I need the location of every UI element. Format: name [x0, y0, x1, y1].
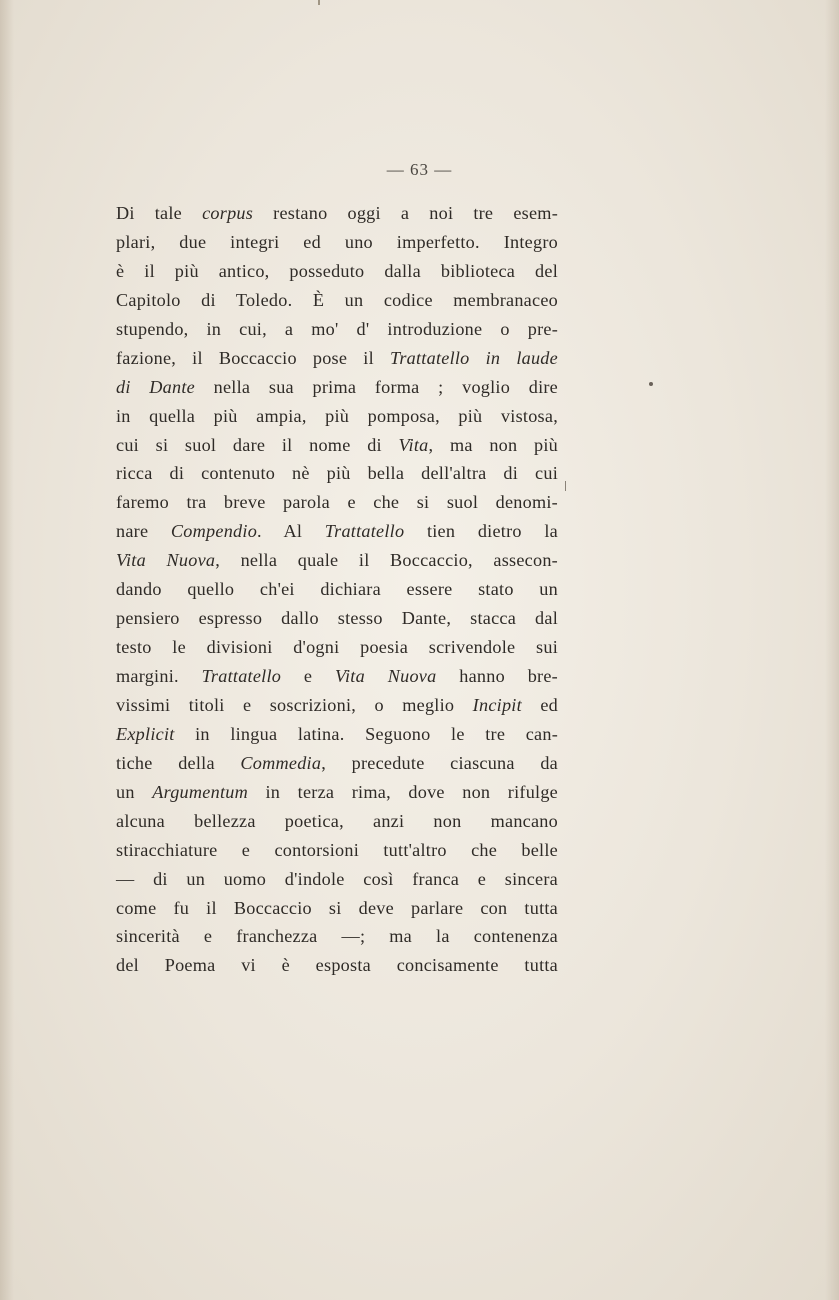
text-segment: stiracchiature e contorsioni tutt'altro che belle: [116, 839, 558, 860]
text-line: [116, 836, 558, 865]
text-segment: vissimi titoli e soscrizioni, o meglio: [116, 694, 473, 715]
text-line: [116, 517, 558, 546]
text-segment: stupendo, in cui, a mo' d' introduzione o pre-: [116, 318, 558, 339]
text-line: [116, 199, 558, 228]
text-segment: nare: [116, 521, 171, 542]
text-line: [116, 402, 558, 431]
text-line: [116, 807, 558, 836]
text-segment: e: [281, 666, 335, 686]
text-line: [116, 373, 558, 402]
text-line: [116, 546, 558, 575]
text-segment: Capitolo di Toledo. È un codice membranaceo: [116, 289, 558, 310]
text-line: [116, 691, 558, 720]
text-line: [116, 459, 558, 488]
italic-text-segment: Incipit: [472, 694, 522, 715]
text-line: [116, 604, 558, 633]
text-line: [116, 662, 558, 691]
text-line: [116, 286, 558, 315]
text-segment: nella sua prima forma ; voglio dire: [195, 376, 558, 397]
text-line: [116, 951, 558, 980]
text-segment: fazione, il Boccaccio pose il: [116, 347, 390, 368]
text-segment: , ma non più: [428, 434, 559, 455]
text-segment: pensiero espresso dallo stesso Dante, stacca dal: [116, 608, 558, 629]
text-segment: — di un uomo d'indole così franca e sincera: [116, 868, 558, 889]
text-segment: margini.: [116, 666, 202, 686]
text-segment: restano oggi a noi tre esem-: [253, 203, 558, 223]
text-segment: Di tale: [116, 203, 203, 223]
text-segment: ed: [521, 694, 558, 715]
text-segment: testo le divisioni d'ogni poesia scrivendole sui: [116, 637, 558, 658]
text-line: [116, 315, 558, 344]
italic-text-segment: Vita Nuova: [335, 666, 437, 686]
text-segment: un: [116, 781, 153, 802]
text-line: [116, 894, 558, 923]
text-line: [116, 228, 558, 257]
text-segment: come fu il Boccaccio si deve parlare con tutta: [116, 897, 558, 918]
italic-text-segment: Compendio: [170, 521, 258, 542]
margin-tick-mark: [565, 481, 566, 491]
text-segment: sincerità e franchezza —; ma la contenenza: [116, 926, 558, 947]
text-segment: cui si suol dare il nome di: [116, 434, 399, 455]
text-segment: , nella quale il Boccaccio, assecon-: [215, 550, 558, 571]
text-line: [116, 865, 558, 894]
page-edge-shadow-right: [825, 0, 839, 1300]
italic-text-segment: Commedia: [240, 752, 322, 773]
text-line: [116, 778, 558, 807]
italic-text-segment: corpus: [202, 203, 254, 223]
text-segment: è il più antico, posseduto dalla biblioteca del: [116, 260, 558, 281]
italic-text-segment: Argumentum: [152, 781, 248, 802]
text-line: [116, 720, 558, 749]
italic-text-segment: Explicit: [116, 723, 175, 744]
text-segment: hanno bre-: [436, 666, 558, 686]
italic-text-segment: di Dante: [116, 376, 195, 397]
text-segment: plari, due integri ed uno imperfetto. Integro: [116, 231, 558, 252]
body-paragraph: [116, 199, 558, 980]
text-segment: in quella più ampia, più pomposa, più vistosa,: [116, 405, 558, 426]
italic-text-segment: Trattatello: [201, 666, 282, 686]
text-segment: . Al: [257, 521, 325, 542]
text-line: [116, 922, 558, 951]
text-segment: in terza rima, dove non rifulge: [248, 781, 559, 802]
text-segment: faremo tra breve parola e che si suol denomi-: [116, 492, 558, 513]
text-segment: tiche della: [116, 752, 241, 773]
page-edge-shadow-left: [0, 0, 14, 1300]
italic-text-segment: Vita Nuova: [116, 550, 216, 571]
text-segment: alcuna bellezza poetica, anzi non mancano: [116, 810, 558, 831]
italic-text-segment: Trattatello: [324, 521, 405, 542]
page-number: — 63 —: [386, 160, 453, 179]
ink-dot-mark: [649, 382, 653, 386]
paper-speck: [318, 0, 320, 5]
text-segment: in lingua latina. Seguono le tre can-: [174, 723, 558, 744]
text-line: [116, 488, 558, 517]
text-segment: ricca di contenuto nè più bella dell'altra di cui: [116, 463, 558, 484]
italic-text-segment: Vita: [398, 434, 429, 455]
text-line: [116, 575, 558, 604]
text-segment: tien dietro la: [404, 521, 559, 542]
text-segment: del Poema vi è esposta concisamente tutta: [116, 955, 558, 976]
text-line: [116, 633, 558, 662]
italic-text-segment: Trattatello in laude: [389, 347, 558, 368]
text-segment: , precedute ciascuna da: [321, 752, 558, 773]
text-line: [116, 749, 558, 778]
text-line: [116, 431, 558, 460]
text-segment: dando quello ch'ei dichiara essere stato un: [116, 579, 558, 600]
text-line: [116, 344, 558, 373]
text-line: [116, 257, 558, 286]
